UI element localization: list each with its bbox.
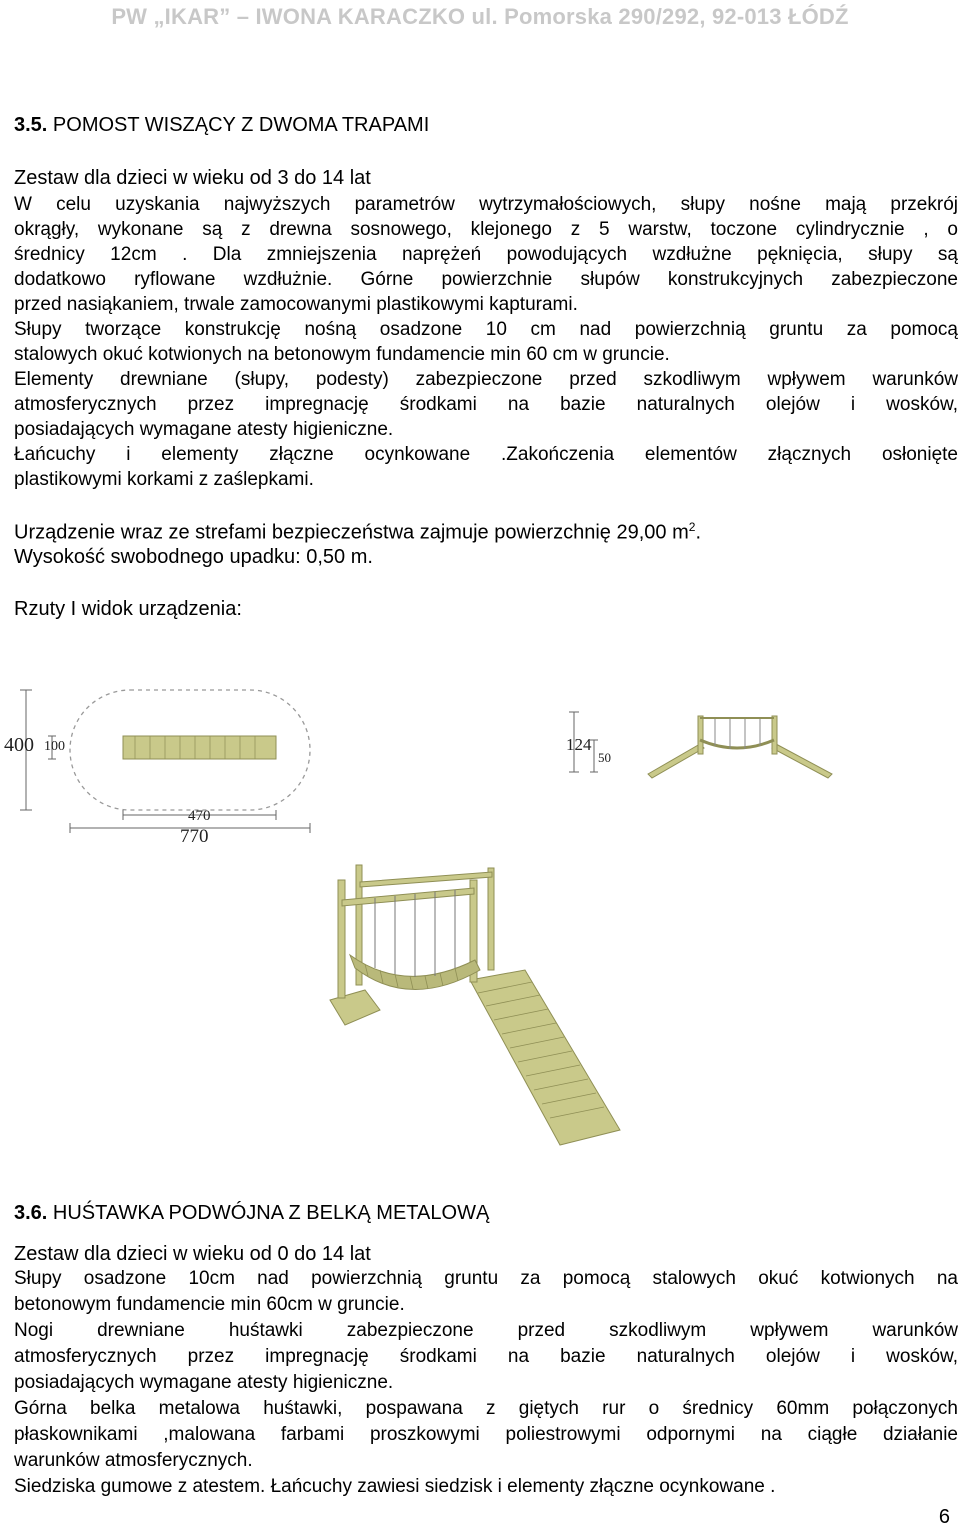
plan-view-drawing [0,680,330,850]
body-line: przed nasiąkaniem, trwale zamocowanymi plastikowymi kapturami. [14,294,578,315]
area-superscript: 2 [688,520,696,534]
body-line: Słupy osadzone 10cm nad powierzchnią gruntu za pomocą stalowych okuć kotwionych na [14,1268,958,1289]
body-line: atmosferycznych przez impregnację środkami na bazie naturalnych olejów i wosków, [14,394,958,415]
body-line: stalowych okuć kotwionych na betonowym fundamencie min 60 cm w gruncie. [14,344,670,365]
fall-height: Wysokość swobodnego upadku: 0,50 m. [14,546,373,568]
dim-400: 400 [4,734,34,756]
bridge-3d-illustration [320,860,680,1150]
bridge-deck-side [700,740,774,748]
section-number: 3.6. [14,1202,48,1224]
right-ramp-side [772,744,832,778]
views-label: Rzuty I widok urządzenia: [14,598,242,620]
body-line: Słupy tworzące konstrukcję nośną osadzone 10 cm nad powierzchnią gruntu za pomocą [14,319,958,340]
dim-470: 470 [188,808,211,824]
body-line: Siedziska gumowe z atestem. Łańcuchy zawiesi siedzisk i elementy złączne ocynkowane . [14,1476,776,1497]
bridge-plan [123,736,276,759]
body-line: Nogi drewniane huśtawki zabezpieczone przed szkodliwym wpływem warunków [14,1320,958,1341]
section-title: HUŚTAWKA PODWÓJNA Z BELKĄ METALOWĄ [52,1202,490,1224]
page-header: PW „IKAR” – IWONA KARACZKO ul. Pomorska 290/292, 92-013 ŁÓDŹ [111,4,849,29]
section-title: POMOST WISZĄCY Z DWOMA TRAPAMI [52,114,430,136]
ramp-right [470,970,620,1145]
body-line: warunków atmosferycznych. [14,1450,253,1471]
side-view-drawing [560,700,880,790]
body-line: średnicy 12cm . Dla zmniejszenia naprężeń powodujących wzdłużne pęknięcia, słupy są [14,244,958,265]
body-line: okrągły, wykonane są z drewna sosnowego, klejonego z 5 warstw, toczone cylindrycznie , o [14,219,958,240]
area-text: Urządzenie wraz ze strefami bezpieczeństwa zajmuje powierzchnię 29,00 m [14,521,689,544]
body-line: Elementy drewniane (słupy, podesty) zabezpieczone przed szkodliwym wpływem warunków [14,369,958,390]
dim-50: 50 [598,750,611,765]
body-line: posiadających wymagane atesty higieniczne. [14,419,394,440]
post [772,716,777,754]
left-ramp-side [648,744,704,778]
post-back-right [488,868,494,970]
dim-100: 100 [44,739,65,754]
body-line: plastikowymi korkami z zaślepkami. [14,469,314,490]
age-range: Zestaw dla dzieci w wieku od 0 do 14 lat [14,1243,371,1265]
page-number: 6 [938,1506,950,1528]
age-range: Zestaw dla dzieci w wieku od 3 do 14 lat [14,167,371,189]
post-front-left [338,880,345,998]
body-line: płaskownikami ,malowana farbami proszkowymi poliestrowymi odpornymi na ciągłe działanie [14,1424,958,1445]
dim-770: 770 [180,826,209,847]
body-line: W celu uzyskania najwyższych parametrów wytrzymałościowych, słupy nośne mają przekrój [14,194,958,215]
area-end: . [695,521,701,544]
post [698,716,703,754]
body-line: Górna belka metalowa huśtawki, pospawana z giętych rur o średnicy 60mm połączonych [14,1398,958,1419]
body-line: Łańcuchy i elementy złączne ocynkowane .Zakończenia elementów złącznych osłonięte [14,444,958,465]
body-line: atmosferycznych przez impregnację środkami na bazie naturalnych olejów i wosków, [14,1346,958,1367]
section-heading-3-5 [14,114,429,137]
body-line: betonowym fundamencie min 60cm w gruncie. [14,1294,405,1315]
section-heading-3-6 [14,1202,489,1225]
section-number: 3.5. [14,114,48,136]
body-line: dodatkowo ryflowane wzdłużnie. Górne powierzchnie słupów konstrukcyjnych zabezpieczone [14,269,958,290]
body-line: posiadających wymagane atesty higieniczne. [14,1372,394,1393]
dim-124: 124 [566,735,592,754]
area-statement [14,520,701,545]
